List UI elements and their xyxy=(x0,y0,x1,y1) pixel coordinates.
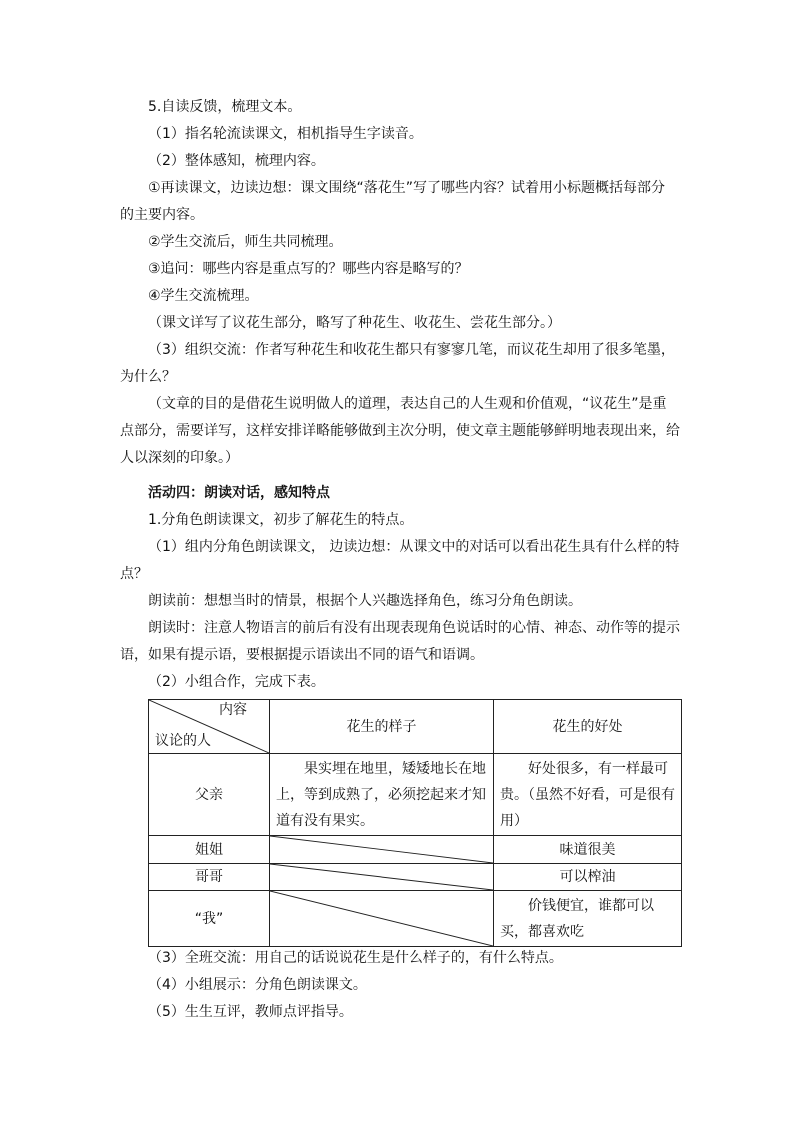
table-row xyxy=(149,754,682,836)
paragraph-line: 语，如果有提示语，要根据提示语读出不同的语气和语调。 xyxy=(120,647,484,663)
person-cell: 父亲 xyxy=(149,754,270,836)
paragraph-line: 人以深刻的印象。） xyxy=(120,450,239,466)
paragraph-line: （文章的目的是借花生说明做人的道理，表达自己的人生观和价值观，“议花生”是重 xyxy=(148,396,667,412)
diagonal-line xyxy=(270,864,493,890)
table-row xyxy=(149,836,682,864)
paragraph-line: 的主要内容。 xyxy=(120,207,204,223)
column-header-look: 花生的样子 xyxy=(270,700,494,754)
header-content-label: 内容 xyxy=(219,702,247,718)
person-cell: “我” xyxy=(149,891,270,947)
benefit-cell xyxy=(494,754,682,836)
empty-look-cell xyxy=(270,836,494,864)
paragraph-line: 1.分角色朗读课文，初步了解花生的特点。 xyxy=(148,512,414,528)
paragraph-line: （2）小组合作，完成下表。 xyxy=(148,674,325,690)
paragraph-line: （1）组内分角色朗读课文， 边读边想：从课文中的对话可以看出花生具有什么样的特 xyxy=(148,539,680,555)
empty-look-cell xyxy=(270,891,494,947)
person-cell: 姐姐 xyxy=(149,836,270,864)
benefit-text: 价钱便宜，谁都可以买，都喜欢吃 xyxy=(500,897,654,940)
diagonal-line xyxy=(270,836,493,863)
column-header-benefit: 花生的好处 xyxy=(494,700,682,754)
paragraph-line: 朗读时：注意人物语言的前后有没有出现表现角色说话时的心情、神态、动作等的提示 xyxy=(148,620,680,636)
benefit-cell xyxy=(494,891,682,947)
header-person-label: 议论的人 xyxy=(155,733,211,749)
diagonal-header-cell xyxy=(149,700,270,754)
person-cell: 哥哥 xyxy=(149,864,270,891)
paragraph-line: ②学生交流后，师生共同梳理。 xyxy=(148,234,343,250)
paragraph-line: ①再读课文，边读边想：课文围绕“落花生”写了哪些内容？试着用小标题概括每部分 xyxy=(148,180,666,196)
paragraph-line: （课文详写了议花生部分，略写了种花生、收花生、尝花生部分。） xyxy=(148,315,561,331)
paragraph-line: （2）整体感知，梳理内容。 xyxy=(148,153,325,169)
paragraph-line: 朗读前：想想当时的情景，根据个人兴趣选择角色，练习分角色朗读。 xyxy=(148,593,582,609)
look-cell xyxy=(270,754,494,836)
empty-look-cell xyxy=(270,864,494,891)
paragraph-line: 点？ xyxy=(120,566,148,582)
paragraph-line: 点部分，需要详写，这样安排详略能够做到主次分明，使文章主题能够鲜明地表现出来，给 xyxy=(120,423,680,439)
benefit-text: 好处很多，有一样最可贵。（虽然不好看，可是很有用） xyxy=(500,760,675,829)
paragraph-line: ④学生交流梳理。 xyxy=(148,288,259,304)
paragraph-line: （1）指名轮流读课文，相机指导生字读音。 xyxy=(148,126,423,142)
benefit-cell: 味道很美 xyxy=(494,836,682,864)
paragraph-line: 为什么？ xyxy=(120,369,176,385)
look-text: 果实埋在地里，矮矮地长在地上，等到成熟了，必须挖起来才知道有没有果实。 xyxy=(276,760,486,829)
paragraph-line: 5.自读反馈，梳理文本。 xyxy=(148,99,302,115)
paragraph-line: （4）小组展示：分角色朗读课文。 xyxy=(148,977,367,993)
paragraph-line: ③追问：哪些内容是重点写的？哪些内容是略写的？ xyxy=(148,261,469,277)
paragraph-line: （3）全班交流：用自己的话说说花生是什么样子的，有什么特点。 xyxy=(148,950,563,966)
table-header-row xyxy=(149,700,682,754)
peanut-table xyxy=(148,699,682,947)
section-heading: 活动四：朗读对话，感知特点 xyxy=(148,485,330,501)
table-row xyxy=(149,891,682,947)
paragraph-line: （5）生生互评，教师点评指导。 xyxy=(148,1004,353,1020)
benefit-cell: 可以榨油 xyxy=(494,864,682,891)
table-row xyxy=(149,864,682,891)
paragraph-line: （3）组织交流：作者写种花生和收花生都只有寥寥几笔，而议花生却用了很多笔墨， xyxy=(148,342,675,358)
diagonal-line xyxy=(270,891,493,946)
